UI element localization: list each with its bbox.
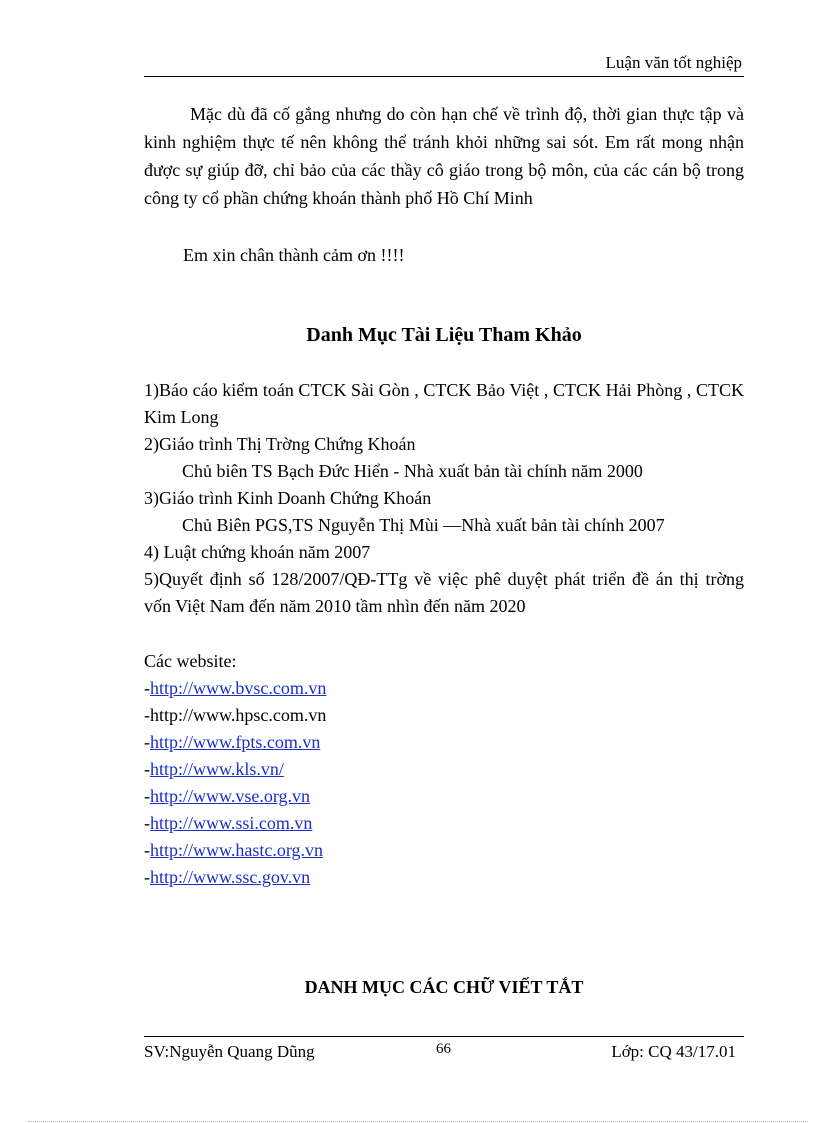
website-link-bvsc[interactable]: http://www.bvsc.com.vn <box>150 678 327 698</box>
reference-item-detail: Chủ biên TS Bạch Đức Hiển - Nhà xuất bản tài chính năm 2000 <box>182 461 643 481</box>
header-rule <box>144 76 744 77</box>
references-list <box>144 377 744 620</box>
abbreviations-title: DANH MỤC CÁC CHỮ VIẾT TẮT <box>304 977 584 997</box>
website-item <box>144 837 744 864</box>
website-item <box>144 864 744 891</box>
website-dash: - <box>144 678 150 698</box>
references-title: Danh Mục Tài Liệu Tham Khảo <box>306 324 582 346</box>
reference-item: 2)Giáo trình Thị Trờng Chứng Khoán <box>144 434 416 454</box>
website-item <box>144 702 744 729</box>
website-link-ssc[interactable]: http://www.ssc.gov.vn <box>150 867 311 887</box>
reference-item-detail: Chủ Biên PGS,TS Nguyễn Thị Mùi —Nhà xuất bản tài chính 2007 <box>182 515 665 535</box>
reference-item: 5)Quyết định số 128/2007/QĐ-TTg về việc phê duyệt phát triển đề án thị trờng vốn Việt Nam đến năm 2010 tầm nhìn đến năm 2020 <box>144 569 744 616</box>
website-dash: - <box>144 840 150 860</box>
website-link-kls[interactable]: http://www.kls.vn/ <box>150 759 284 779</box>
website-dash: - <box>144 759 150 779</box>
thanks-line: Em xin chân thành cảm ơn !!!! <box>183 245 405 265</box>
websites-section <box>144 648 744 891</box>
reference-item: 3)Giáo trình Kinh Doanh Chứng Khoán <box>144 488 432 508</box>
footer-student: SV:Nguyễn Quang Dũng <box>144 1042 315 1061</box>
website-item <box>144 756 744 783</box>
website-link-hastc[interactable]: http://www.hastc.org.vn <box>150 840 323 860</box>
closing-paragraph: Mặc dù đã cố gắng nhưng do còn hạn chế về trình độ, thời gian thực tập và kinh nghiệm thực tế nên không thể tránh khỏi những sai sót. Em rất mong nhận được sự giúp đỡ, chỉ bảo của các thầy cô giáo trong bộ môn, của các cán bộ trong công ty cổ phần chứng khoán thành phố Hồ Chí Minh <box>144 104 744 208</box>
reference-item: 1)Báo cáo kiểm toán CTCK Sài Gòn , CTCK Bảo Việt , CTCK Hải Phòng , CTCK Kim Long <box>144 380 744 427</box>
running-header: Luận văn tốt nghiệp <box>605 53 742 72</box>
website-dash: - <box>144 867 150 887</box>
website-item <box>144 729 744 756</box>
footer-class: Lớp: CQ 43/17.01 <box>611 1042 736 1061</box>
website-text-hpsc: http://www.hpsc.com.vn <box>150 705 327 725</box>
website-dash: - <box>144 732 150 752</box>
page-number: 66 <box>436 1041 451 1057</box>
reference-item: 4) Luật chứng khoán năm 2007 <box>144 542 371 562</box>
footer-rule <box>144 1036 744 1037</box>
website-link-fpts[interactable]: http://www.fpts.com.vn <box>150 732 321 752</box>
website-item <box>144 810 744 837</box>
website-link-vse[interactable]: http://www.vse.org.vn <box>150 786 310 806</box>
website-link-ssi[interactable]: http://www.ssi.com.vn <box>150 813 313 833</box>
website-dash: - <box>144 813 150 833</box>
websites-label: Các website: <box>144 651 237 671</box>
website-dash: - <box>144 786 150 806</box>
page-bottom-divider <box>28 1121 808 1122</box>
website-dash: - <box>144 705 150 725</box>
website-item <box>144 675 744 702</box>
website-item <box>144 783 744 810</box>
